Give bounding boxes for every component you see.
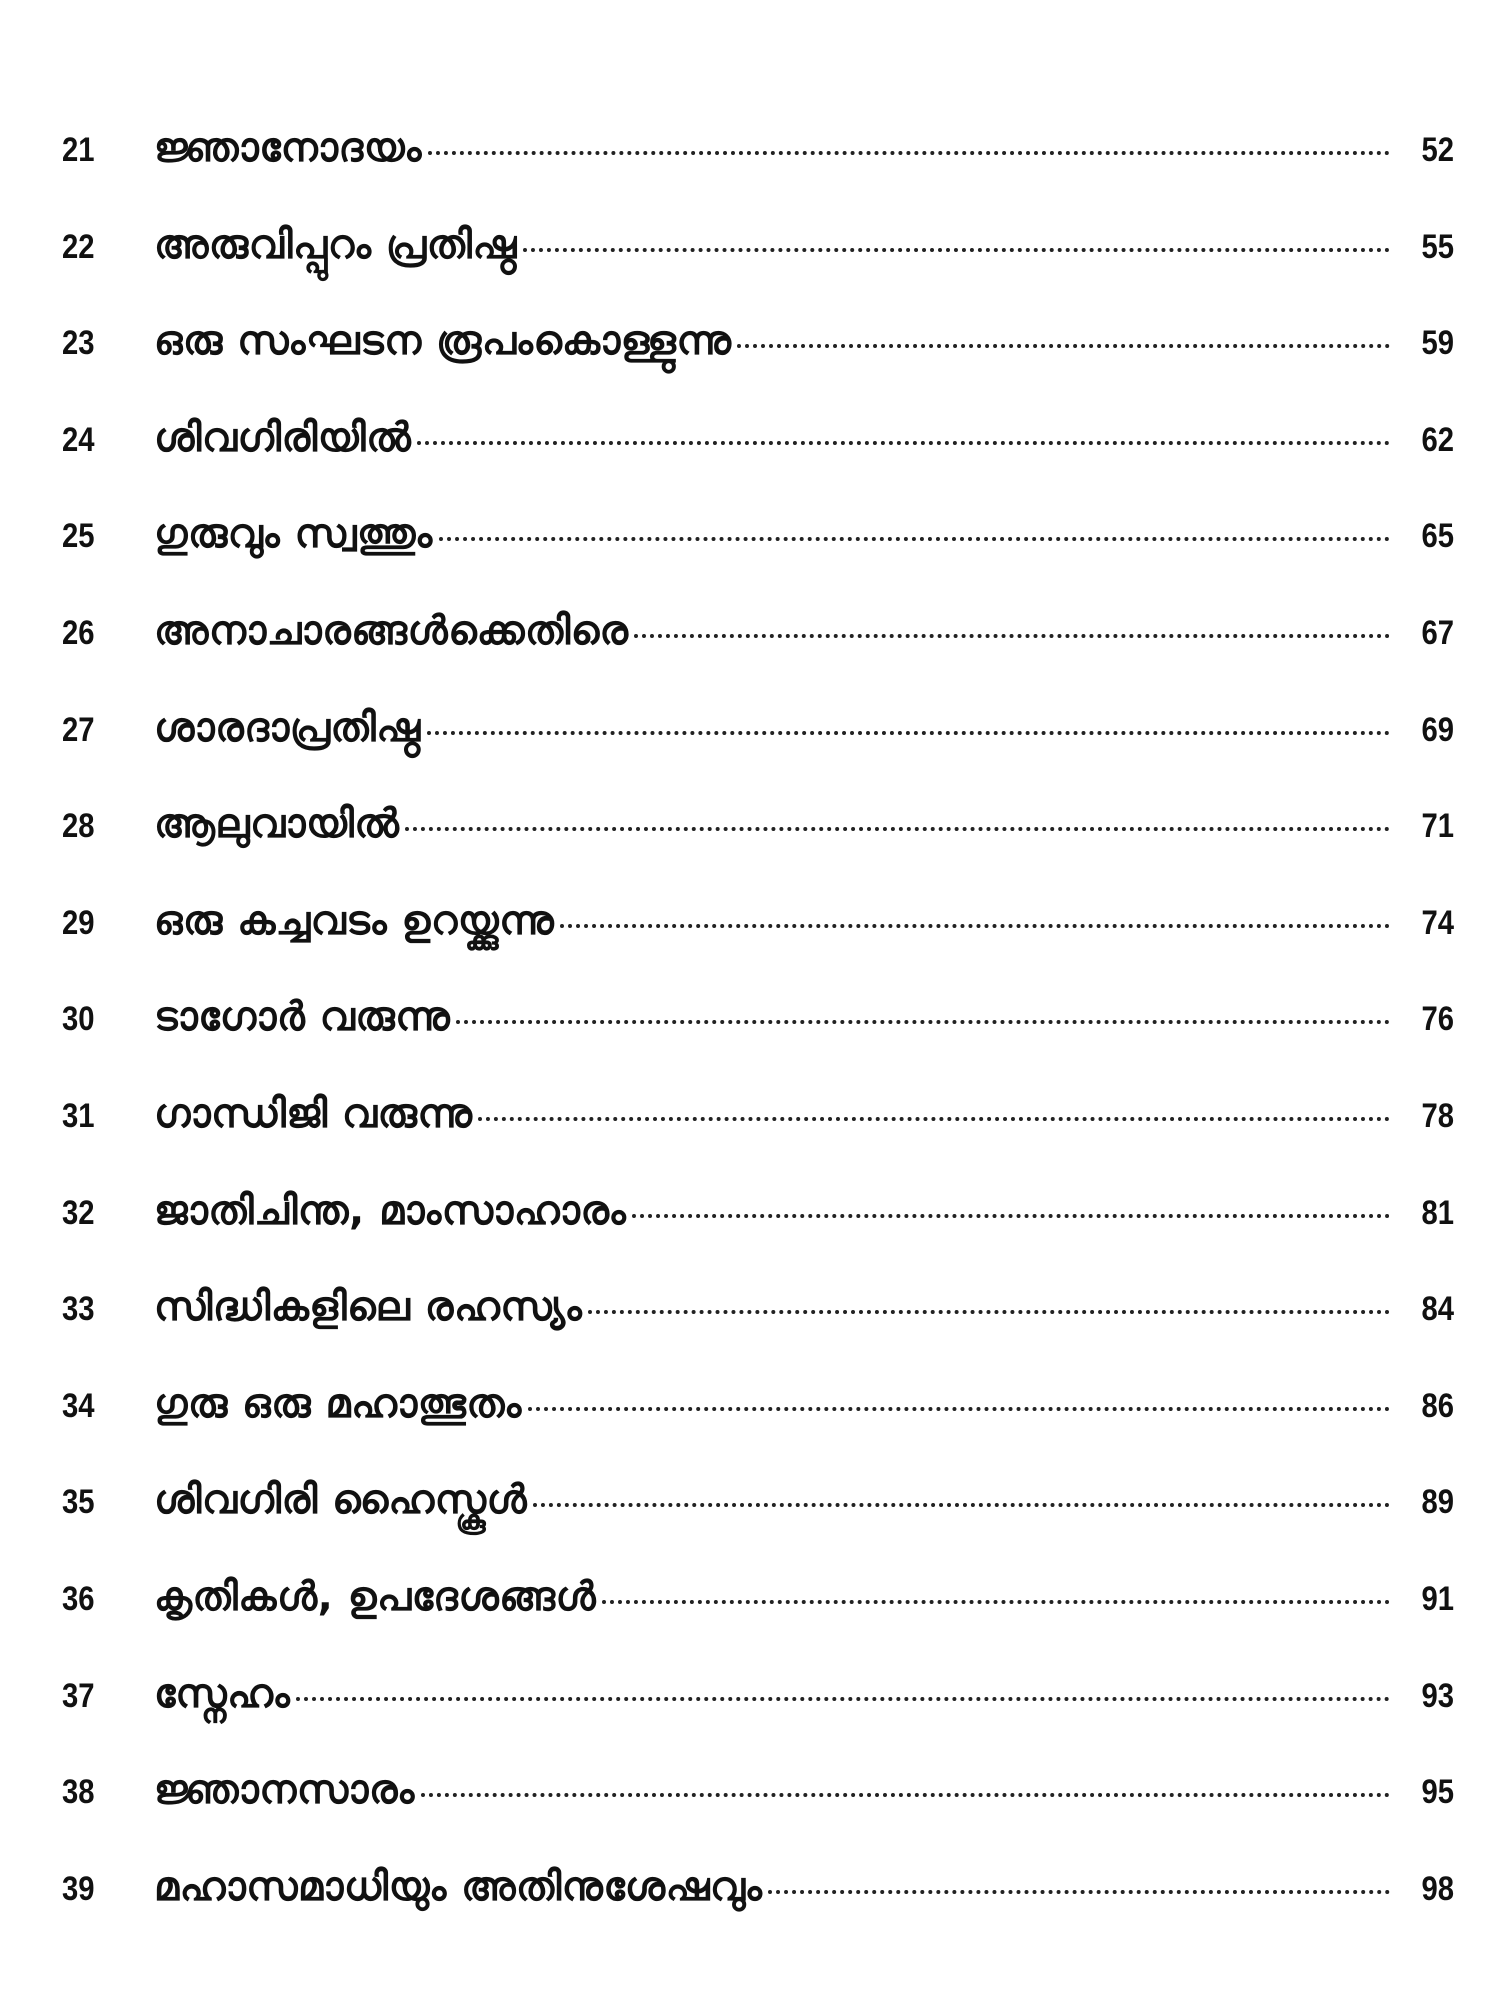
table-of-contents — [62, 125, 1454, 1960]
toc-entry-page: 52 — [1421, 131, 1454, 169]
toc-entry — [62, 1767, 1454, 1864]
toc-entry-title: കൃതികൾ, ഉപദേശങ്ങൾ — [154, 1573, 597, 1620]
toc-entry — [62, 1477, 1454, 1574]
toc-dot-leader — [533, 1503, 1390, 1507]
toc-entry-title: ജാതിചിന്ത, മാംസാഹാരം — [154, 1187, 627, 1234]
toc-entry-page: 95 — [1421, 1773, 1454, 1812]
toc-dot-leader — [428, 151, 1390, 155]
toc-dot-leader — [478, 1117, 1390, 1121]
toc-entry — [62, 1671, 1454, 1768]
toc-entry-title: ശിവഗിരി ഹൈസ്കൂൾ — [154, 1477, 528, 1524]
toc-entry-title: ഒരു സംഘടന രൂപംകൊള്ളുന്നു — [154, 318, 732, 365]
toc-dot-leader — [632, 1214, 1390, 1218]
toc-entry-number: 35 — [62, 1483, 95, 1522]
toc-entry — [62, 608, 1454, 705]
toc-entry-page: 74 — [1421, 903, 1454, 942]
toc-dot-leader — [405, 827, 1390, 831]
toc-entry-number: 33 — [62, 1290, 95, 1329]
toc-dot-leader — [427, 731, 1390, 735]
toc-entry-page: 93 — [1421, 1676, 1454, 1715]
toc-entry — [62, 511, 1454, 608]
toc-dot-leader — [588, 1310, 1390, 1314]
toc-entry-title: ടാഗോർ വരുന്നു — [154, 994, 451, 1041]
toc-entry-title: സിദ്ധികളിലെ രഹസ്യം — [154, 1284, 583, 1331]
toc-entry-page: 67 — [1421, 613, 1454, 652]
toc-entry-page: 62 — [1421, 420, 1454, 459]
toc-entry — [62, 1091, 1454, 1188]
toc-entry-page: 91 — [1421, 1579, 1454, 1618]
toc-dot-leader — [737, 344, 1390, 348]
toc-entry-title: അനാചാരങ്ങൾക്കെതിരെ — [154, 607, 629, 654]
toc-dot-leader — [560, 924, 1390, 928]
toc-entry-number: 24 — [62, 420, 95, 459]
toc-entry — [62, 1864, 1454, 1961]
toc-dot-leader — [456, 1020, 1390, 1024]
toc-entry-number: 28 — [62, 807, 95, 846]
toc-entry-number: 31 — [62, 1096, 95, 1135]
toc-entry-title: ഗുരുവും സ്വത്തും — [154, 511, 433, 558]
toc-entry-title: ജ്ഞാനോദയം — [154, 125, 422, 171]
toc-entry-page: 81 — [1421, 1193, 1454, 1232]
toc-dot-leader — [296, 1697, 1390, 1701]
toc-dot-leader — [439, 537, 1390, 541]
toc-entry — [62, 1188, 1454, 1285]
toc-entry — [62, 222, 1454, 319]
toc-entry-title: ഗുരു ഒരു മഹാത്ഭുതം — [154, 1380, 522, 1427]
toc-entry — [62, 125, 1454, 222]
toc-entry-number: 25 — [62, 517, 95, 556]
toc-entry-title: ഒരു കച്ചവടം ഉറയ്ക്കുന്നു — [154, 897, 555, 944]
toc-entry-number: 21 — [62, 131, 95, 169]
toc-dot-leader — [528, 1407, 1390, 1411]
toc-entry — [62, 318, 1454, 415]
toc-entry-number: 30 — [62, 1000, 95, 1039]
toc-entry-number: 34 — [62, 1386, 95, 1425]
toc-entry-number: 22 — [62, 227, 95, 266]
toc-entry-number: 29 — [62, 903, 95, 942]
toc-entry — [62, 994, 1454, 1091]
toc-entry-title: അരുവിപ്പുറം പ്രതിഷ്ഠ — [154, 221, 517, 268]
toc-entry-page: 89 — [1421, 1483, 1454, 1522]
toc-entry-page: 69 — [1421, 710, 1454, 749]
toc-entry-page: 71 — [1421, 807, 1454, 846]
toc-dot-leader — [768, 1890, 1390, 1894]
toc-entry-number: 39 — [62, 1869, 95, 1908]
toc-dot-leader — [417, 441, 1390, 445]
toc-entry-number: 38 — [62, 1773, 95, 1812]
toc-entry-title: മഹാസമാധിയും അതിനുശേഷവും — [154, 1863, 763, 1910]
toc-entry-title: സ്നേഹം — [154, 1670, 291, 1717]
toc-entry — [62, 898, 1454, 995]
toc-entry-title: ജ്ഞാനസാരം — [154, 1767, 415, 1814]
toc-entry — [62, 415, 1454, 512]
toc-dot-leader — [634, 634, 1390, 638]
toc-entry-number: 37 — [62, 1676, 95, 1715]
toc-entry-number: 32 — [62, 1193, 95, 1232]
toc-entry-page: 86 — [1421, 1386, 1454, 1425]
toc-entry — [62, 1574, 1454, 1671]
toc-entry — [62, 1284, 1454, 1381]
toc-entry-page: 55 — [1421, 227, 1454, 266]
toc-dot-leader — [602, 1600, 1390, 1604]
toc-dot-leader — [421, 1793, 1390, 1797]
toc-entry-page: 59 — [1421, 324, 1454, 363]
toc-entry — [62, 801, 1454, 898]
toc-entry-number: 36 — [62, 1579, 95, 1618]
toc-entry-page: 65 — [1421, 517, 1454, 556]
toc-entry-title: ഗാന്ധിജി വരുന്നു — [154, 1090, 473, 1137]
toc-dot-leader — [523, 248, 1390, 252]
toc-entry-page: 84 — [1421, 1290, 1454, 1329]
toc-entry-title: ആലുവായിൽ — [154, 801, 400, 848]
toc-entry — [62, 1381, 1454, 1478]
toc-entry-title: ശാരദാപ്രതിഷ്ഠ — [154, 704, 421, 751]
toc-entry-title: ശിവഗിരിയിൽ — [154, 414, 412, 461]
toc-entry-number: 27 — [62, 710, 95, 749]
toc-entry-number: 23 — [62, 324, 95, 363]
toc-entry-page: 76 — [1421, 1000, 1454, 1039]
toc-entry — [62, 705, 1454, 802]
toc-entry-page: 98 — [1421, 1869, 1454, 1908]
toc-entry-page: 78 — [1421, 1096, 1454, 1135]
toc-entry-number: 26 — [62, 613, 95, 652]
